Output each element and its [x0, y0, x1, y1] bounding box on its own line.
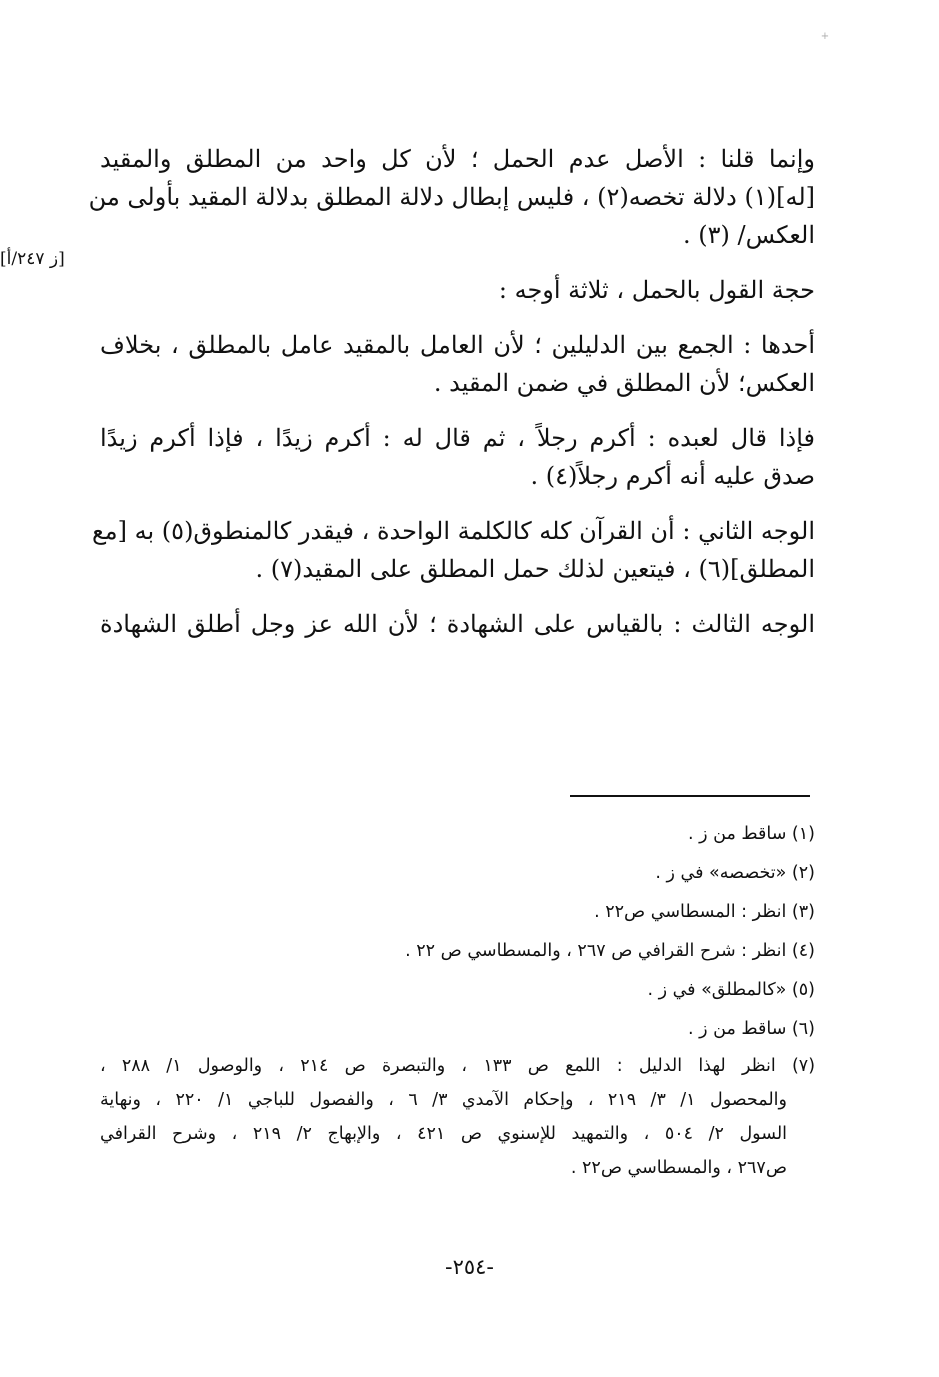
- text-line: حجة القول بالحمل ، ثلاثة أوجه :: [498, 276, 815, 304]
- footnotes: [100, 815, 815, 1185]
- text-line: العكس/ (٣) .: [682, 221, 815, 249]
- text-line: وإنما قلنا : الأصل عدم الحمل ؛ لأن كل واحد من المطلق والمقيد: [100, 145, 815, 173]
- footnote-divider: [570, 795, 810, 797]
- footnote: (٥) «كالمطلق» في ز .: [647, 980, 815, 1000]
- footnote: (٤) انظر : شرح القرافي ص ٢٦٧ ، والمسطاسي ص ٢٢ .: [405, 941, 815, 961]
- text-line: أحدها : الجمع بين الدليلين ؛ لأن العامل بالمقيد عامل بالمطلق ، بخلاف: [100, 331, 815, 359]
- text-line: الوجه الثالث : بالقياس على الشهادة ؛ لأن الله عز وجل أطلق الشهادة: [100, 610, 815, 638]
- text-line: فإذا قال لعبده : أكرم رجلاً ، ثم قال له : أكرم زيدًا ، فإذا أكرم زيدًا: [100, 424, 815, 452]
- text-line: العكس؛ لأن المطلق في ضمن المقيد .: [433, 369, 815, 397]
- corner-mark: +: [820, 31, 830, 42]
- text-line: المطلق](٦) ، فيتعين لذلك حمل المطلق على المقيد(٧) .: [255, 555, 815, 583]
- footnote-line: (٧) انظر لهذا الدليل : اللمع ص ١٣٣ ، والتبصرة ص ٢١٤ ، والوصول ١/ ٢٨٨ ،: [100, 1056, 816, 1076]
- footnote: (٣) انظر : المسطاسي ص٢٢ .: [594, 902, 815, 922]
- footnote: (٢) «تخصصه» في ز .: [655, 863, 815, 883]
- footnote: (١) ساقط من ز .: [688, 824, 815, 844]
- margin-note: [ز ٢٤٧/أ]: [0, 249, 65, 269]
- text-line: [له](١) دلالة تخصه(٢) ، فليس إبطال دلالة المطلق بدلالة المقيد بأولى من: [88, 183, 815, 211]
- page-number: -٢٥٤-: [445, 1255, 494, 1279]
- footnote-line: ص٢٦٧ ، والمسطاسي ص٢٢ .: [570, 1158, 787, 1178]
- text-line: صدق عليه أنه أكرم رجلاً(٤) .: [530, 462, 815, 490]
- footnote: (٦) ساقط من ز .: [688, 1019, 815, 1039]
- footnote-line: والمحصول ١/ ٣/ ٢١٩ ، وإحكام الآمدي ٣/ ٦ ، والفصول للباجي ١/ ٢٢٠ ، ونهاية: [100, 1090, 787, 1110]
- footnote-line: السول ٢/ ٥٠٤ ، والتمهيد للإسنوي ص ٤٢١ ، والإبهاج ٢/ ٢١٩ ، وشرح القرافي: [100, 1124, 788, 1144]
- text-line: الوجه الثاني : أن القرآن كله كالكلمة الواحدة ، فيقدر كالمنطوق(٥) به [مع: [92, 517, 815, 545]
- main-text: [88, 140, 815, 643]
